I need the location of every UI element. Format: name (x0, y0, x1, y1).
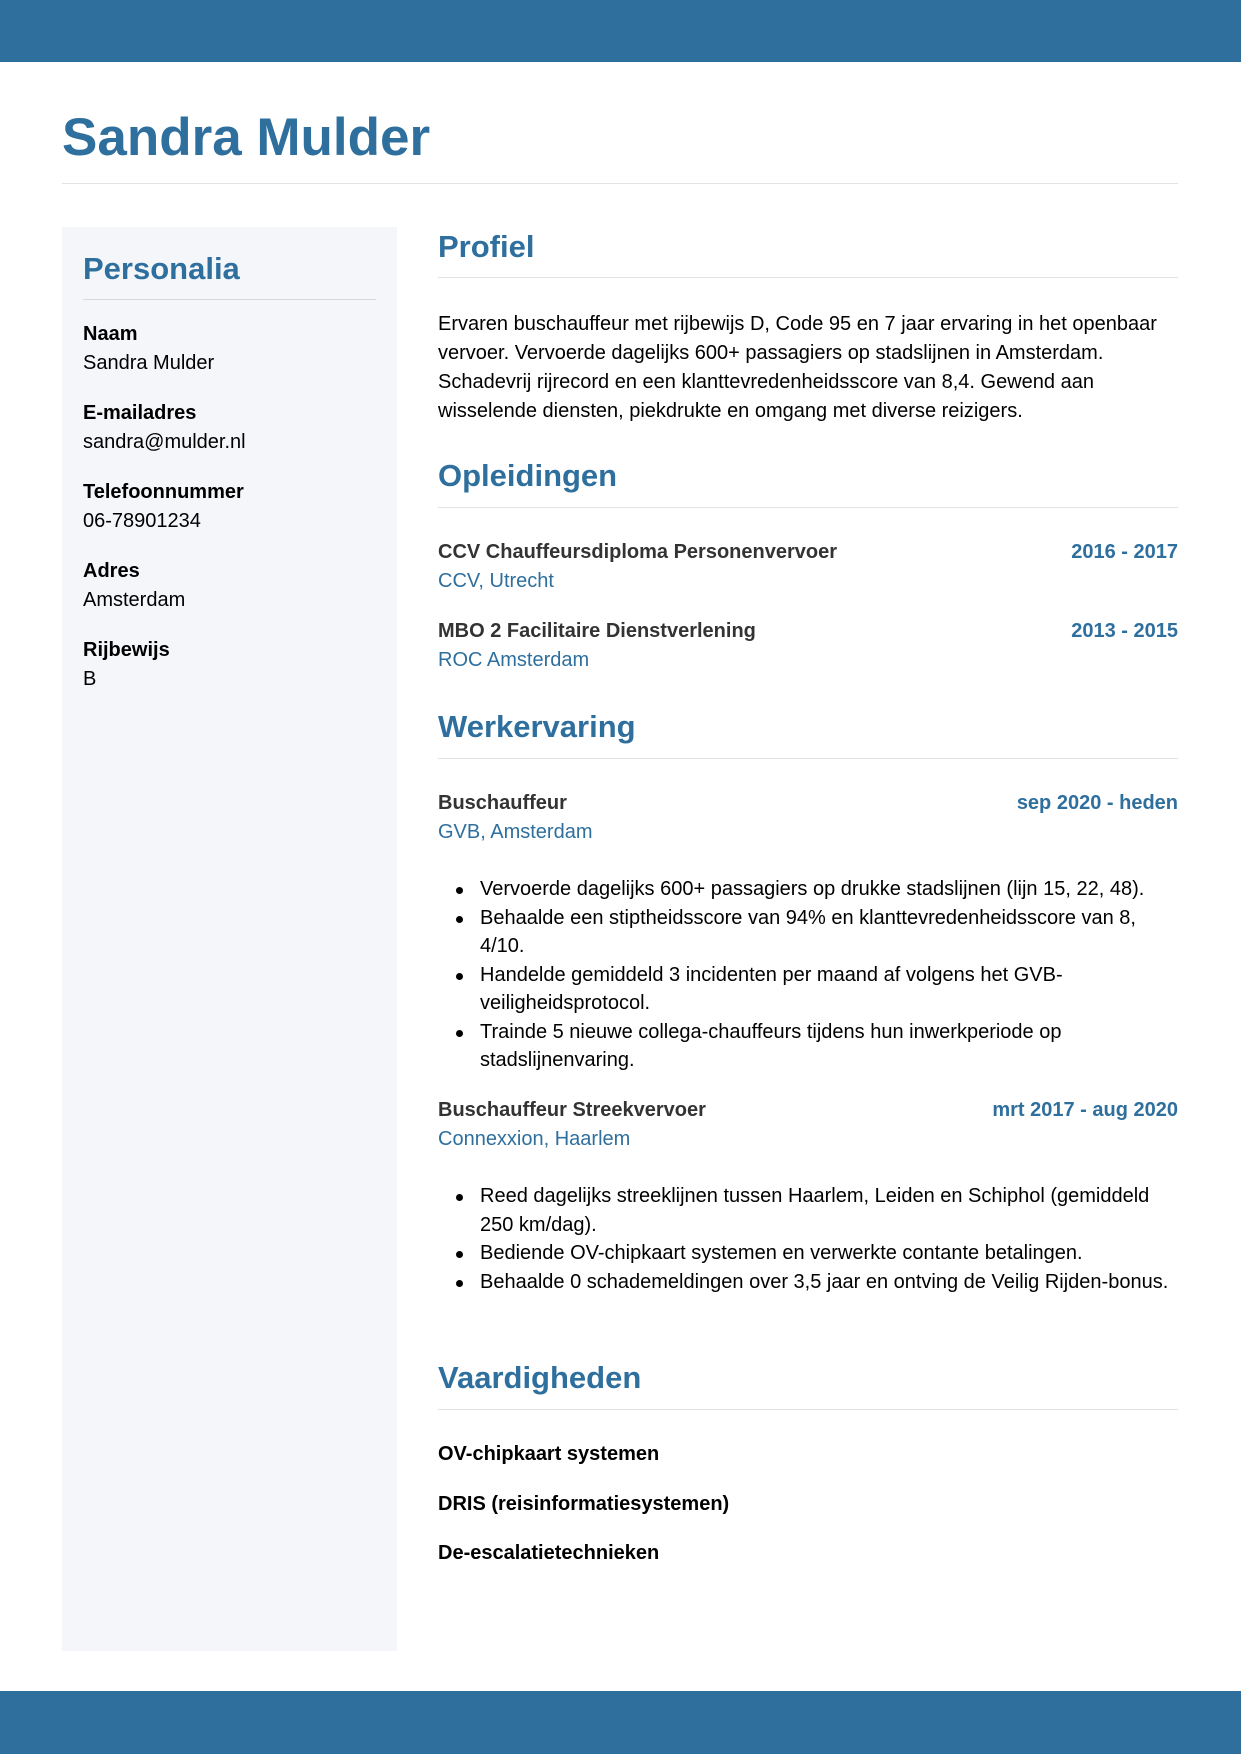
header-divider (62, 183, 1178, 184)
experience-entry (438, 789, 1178, 1075)
skill-item: De-escalatietechnieken (438, 1542, 660, 1564)
achievement-list (438, 1182, 1178, 1296)
section-divider (438, 758, 1178, 759)
entry-date: mrt 2017 - aug 2020 (992, 1099, 1178, 1121)
education-entry (438, 538, 1178, 596)
field-value: Amsterdam (83, 589, 186, 611)
entry-title: CCV Chauffeursdiploma Personenvervoer (438, 541, 837, 563)
bottom-banner (0, 1691, 1241, 1754)
entry-date: sep 2020 - heden (1016, 792, 1178, 814)
field-value: B (83, 668, 97, 690)
section-title-education: Opleidingen (438, 458, 618, 493)
field-phone (83, 478, 376, 536)
experience-entry (438, 1096, 1178, 1296)
entry-organization: ROC Amsterdam (438, 649, 590, 671)
sidebar-title: Personalia (83, 251, 240, 286)
field-value: sandra@mulder.nl (83, 431, 246, 453)
section-title-profile: Profiel (438, 229, 535, 264)
field-label: Telefoonnummer (83, 481, 244, 503)
field-email (83, 399, 376, 457)
achievement-item: Behaalde een stiptheidsscore van 94% en klanttevredenheidsscore van 8, 4/10. (480, 904, 1178, 961)
section-title-experience: Werkervaring (438, 709, 636, 744)
section-divider (438, 277, 1178, 278)
field-label: Naam (83, 323, 138, 345)
field-drivers-license (83, 636, 376, 694)
section-divider (438, 507, 1178, 508)
achievement-item: Bediende OV-chipkaart systemen en verwerkte contante betalingen. (480, 1239, 1178, 1268)
achievement-item: Reed dagelijks streeklijnen tussen Haarlem, Leiden en Schiphol (gemiddeld 250 km/dag). (480, 1182, 1178, 1239)
entry-date: 2016 - 2017 (1071, 541, 1178, 563)
field-name (83, 320, 376, 378)
entry-title: MBO 2 Facilitaire Dienstverlening (438, 620, 756, 642)
achievement-list (438, 875, 1178, 1075)
field-label: Adres (83, 560, 140, 582)
field-label: Rijbewijs (83, 639, 170, 661)
entry-organization: CCV, Utrecht (438, 570, 554, 592)
skill-item: DRIS (reisinformatiesystemen) (438, 1493, 730, 1515)
skill-item: OV-chipkaart systemen (438, 1443, 660, 1465)
entry-title: Buschauffeur (438, 792, 567, 814)
entry-date: 2013 - 2015 (1071, 620, 1178, 642)
field-value: Sandra Mulder (83, 352, 215, 374)
sidebar-divider (83, 299, 376, 300)
section-title-skills: Vaardigheden (438, 1360, 642, 1395)
entry-organization: Connexxion, Haarlem (438, 1128, 631, 1150)
achievement-item: Handelde gemiddeld 3 incidenten per maand af volgens het GVB-veiligheidsprotocol. (480, 961, 1178, 1018)
achievement-item: Trainde 5 nieuwe collega-chauffeurs tijdens hun inwerkperiode op stadslijnenvaring. (480, 1018, 1178, 1075)
personal-details-sidebar (62, 227, 397, 1651)
achievement-item: Behaalde 0 schademeldingen over 3,5 jaar en ontving de Veilig Rijden-bonus. (480, 1268, 1178, 1297)
field-value: 06-78901234 (83, 510, 201, 532)
field-address (83, 557, 376, 615)
section-divider (438, 1409, 1178, 1410)
candidate-name: Sandra Mulder (62, 108, 431, 167)
entry-organization: GVB, Amsterdam (438, 821, 593, 843)
entry-title: Buschauffeur Streekvervoer (438, 1099, 706, 1121)
achievement-item: Vervoerde dagelijks 600+ passagiers op drukke stadslijnen (lijn 15, 22, 48). (480, 875, 1178, 904)
education-entry (438, 617, 1178, 675)
top-banner (0, 0, 1241, 62)
profile-summary: Ervaren buschauffeur met rijbewijs D, Code 95 en 7 jaar ervaring in het openbaar vervoer. Vervoerde dagelijks 600+ passagiers op stadslijnen in Amsterdam. Schadevrij rijrecord en een klanttevredenheidsscore van 8,4. Gewend aan wisselende diensten, piekdrukte en omgang met diverse reizigers. (438, 313, 1157, 422)
personal-fields (83, 320, 376, 715)
field-label: E-mailadres (83, 402, 197, 424)
